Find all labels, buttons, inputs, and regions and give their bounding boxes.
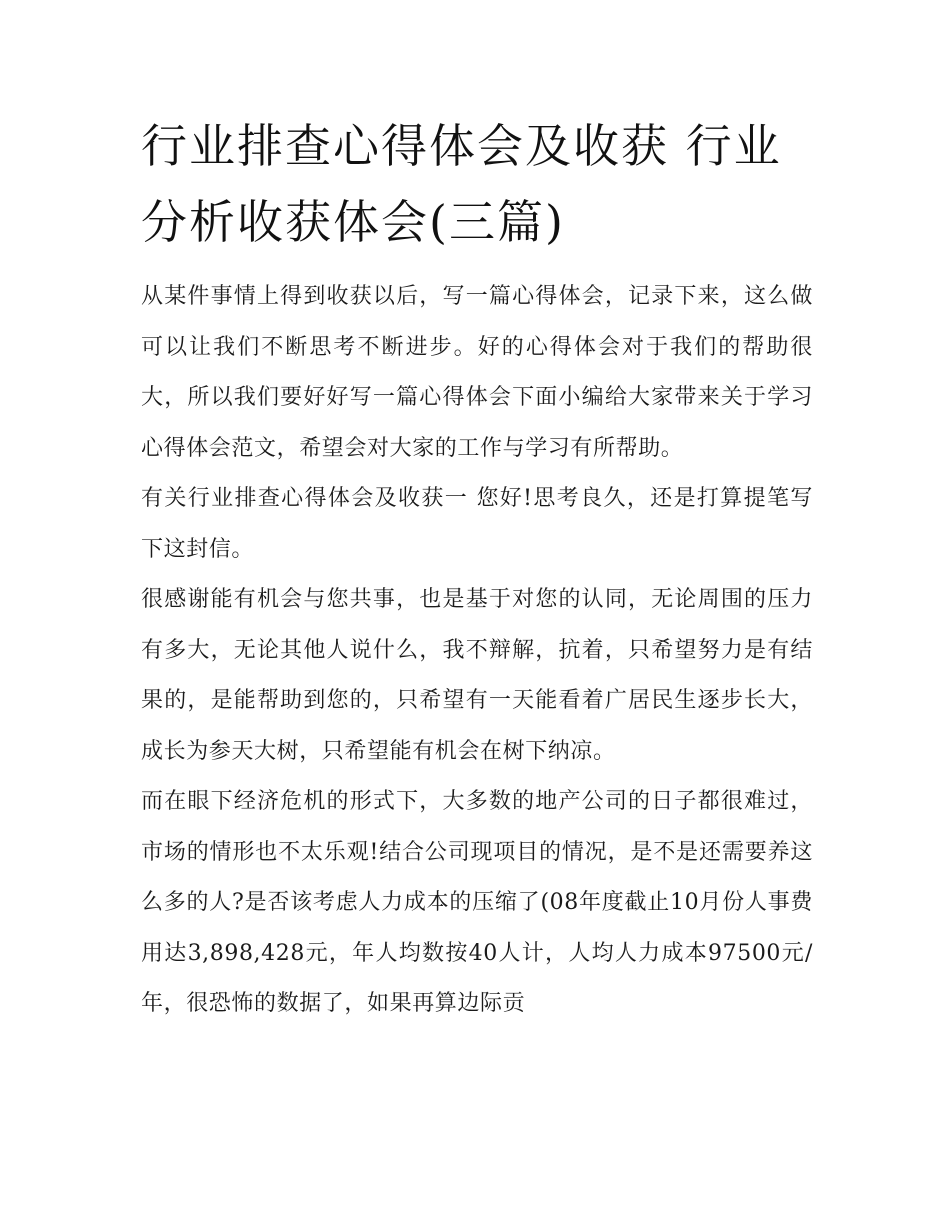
paragraph-economic-situation: 而在眼下经济危机的形式下，大多数的地产公司的日子都很难过，市场的情形也不太乐观!结合公司现项目的情况，是不是还需要养这么多的人?是否该考虑人力成本的压缩了(08年度截止10月份人事费用达3,898,428元，年人均数按40人计，人均人力成本97500元/年，很恐怖的数据了，如果再算边际贡 bbox=[141, 789, 813, 1016]
paragraph-intro: 从某件事情上得到收获以后，写一篇心得体会，记录下来，这么做可以让我们不断思考不断进步。好的心得体会对于我们的帮助很大，所以我们要好好写一篇心得体会下面小编给大家带来关于学习心得体会范文，希望会对大家的工作与学习有所帮助。 bbox=[141, 284, 813, 461]
document-body bbox=[141, 272, 813, 1030]
document-title: 行业排查心得体会及收获 行业分析收获体会(三篇) bbox=[141, 119, 782, 249]
paragraph-letter-opening: 有关行业排查心得体会及收获一 您好!思考良久，还是打算提笔写下这封信。 bbox=[141, 486, 813, 562]
paragraph-gratitude: 很感谢能有机会与您共事，也是基于对您的认同，无论周围的压力有多大，无论其他人说什么，我不辩解，抗着，只希望努力是有结果的，是能帮助到您的，只希望有一天能看着广居民生逐步长大，成长为参天大树，只希望能有机会在树下纳凉。 bbox=[141, 587, 813, 764]
document-content bbox=[141, 108, 813, 1030]
